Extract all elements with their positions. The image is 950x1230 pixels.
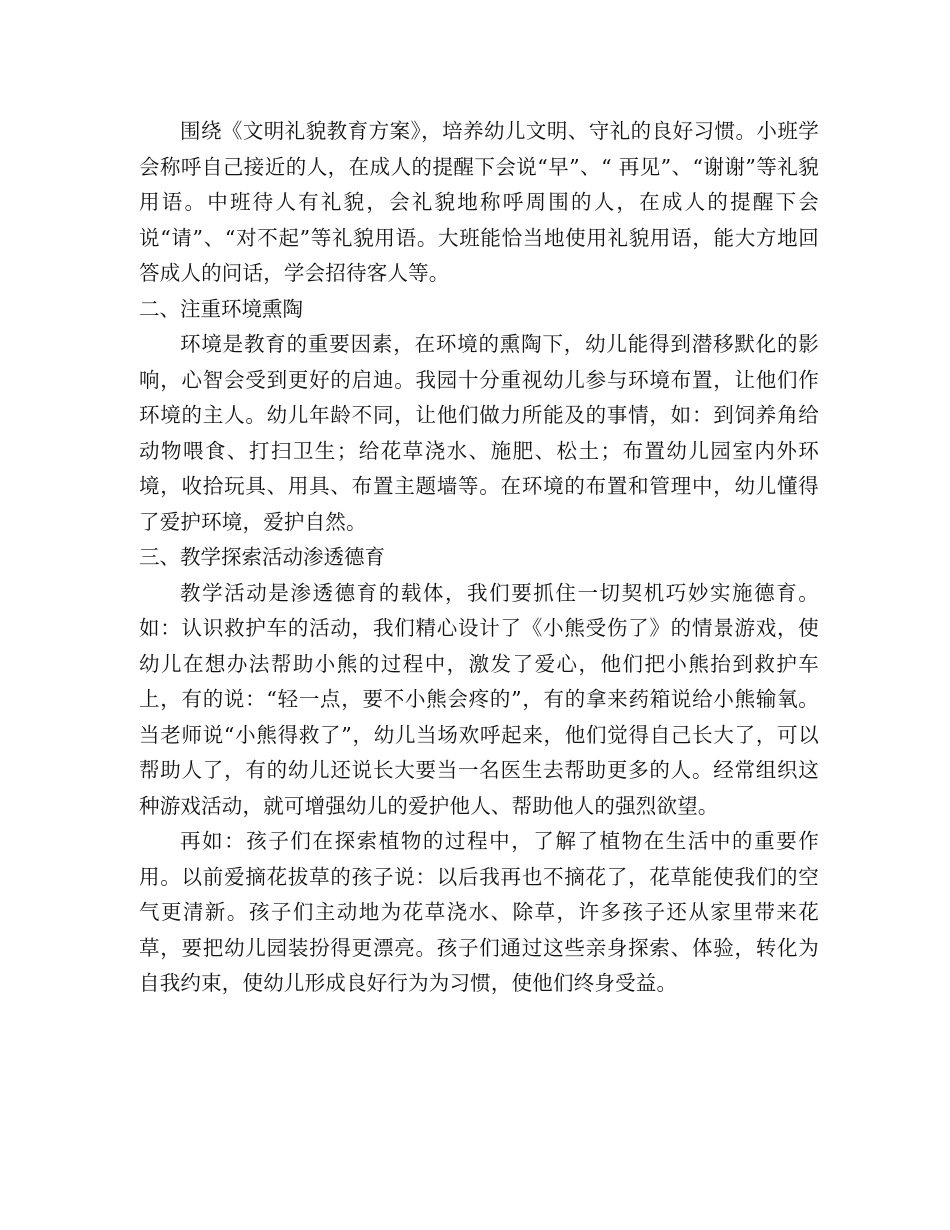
paragraph-teaching-activities: 教学活动是渗透德育的载体，我们要抓住一切契机巧妙实施德育。如：认识救护车的活动，我们精心设计了《小熊受伤了》的情景游戏，使幼儿在想办法帮助小熊的过程中，激发了爱心，他们把小熊抬到救护车上，有的说：“轻一点，要不小熊会疼的”，有的拿来药箱说给小熊输氧。当老师说“小熊得救了”，幼儿当场欢呼起来，他们觉得自己长大了，可以帮助人了，有的幼儿还说长大要当一名医生去帮助更多的人。经常组织这种游戏活动，就可增强幼儿的爱护他人、帮助他人的强烈欲望。 (139, 580, 819, 818)
paragraph-environment: 环境是教育的重要因素，在环境的熏陶下，幼儿能得到潜移默化的影响，心智会受到更好的启迪。我园十分重视幼儿参与环境布置，让他们作环境的主人。幼儿年龄不同，让他们做力所能及的事情，如：到饲养角给动物喂食、打扫卫生；给花草浇水、施肥、松土；布置幼儿园室内外环境，收拾玩具、用具、布置主题墙等。在环境的布置和管理中，幼儿懂得了爱护环境，爱护自然。 (139, 332, 819, 534)
section-heading-environment: 二、注重环境熏陶 (139, 296, 303, 321)
paragraph-plant-exploration: 再如：孩子们在探索植物的过程中，了解了植物在生活中的重要作用。以前爱摘花拔草的孩子说：以后我再也不摘花了，花草能使我们的空气更清新。孩子们主动地为花草浇水、除草，许多孩子还从家里带来花草，要把幼儿园装扮得更漂亮。孩子们通过这些亲身探索、体验，转化为自我约束，使幼儿形成良好行为为习惯，使他们终身受益。 (139, 829, 819, 995)
section-heading-teaching: 三、教学探索活动渗透德育 (139, 545, 385, 569)
paragraph-civility-plan: 围绕《文明礼貌教育方案》，培养幼儿文明、守礼的良好习惯。小班学会称呼自己接近的人，在成人的提醒下会说“早”、“ 再见”、“谢谢”等礼貌用语。中班待人有礼貌，会礼貌地称呼周围的人，在成人的提醒下会说“请”、“对不起”等礼貌用语。大班能恰当地使用礼貌用语，能大方地回答成人的问话，学会招待客人等。 (139, 119, 819, 285)
document-body (139, 114, 819, 1002)
